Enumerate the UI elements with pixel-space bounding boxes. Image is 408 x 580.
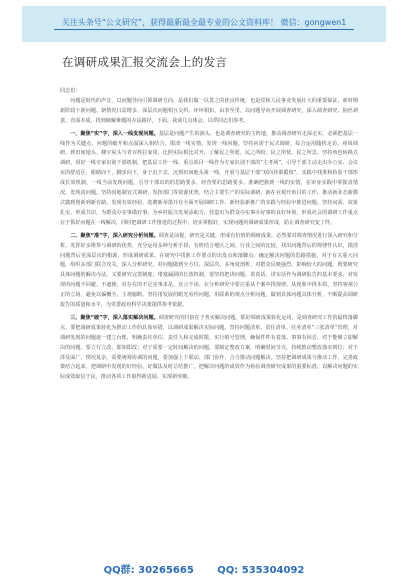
section-body: 基层是问题产生的源头，也是调查研究的主阵地。推动调查研究走深走实，必须把基层一线作为关键点，问题的破开和点面深入相结合，摸清一线实情，发现一线问题。坚持问需于民式调研，综合运用随机走访、座谈调研、到田间地头、楼宇屋头与老百姓拉家常，比照实际相比对开，了解民之所愿、民之所盼、民之所忧、民之所急。坚持角色转换式调研，用好一线专家识别干部机制，把基层工作一线、重点项目一线作为专家识别干部的“主考场”，引导干部主动走出办公室、会议室的舒适区，眼睛向下，脚步向下，身子沉下去，沉到田间地头第一线，开展与基层干部“双向挂职锻炼”，实践中找准和检验干部形成长效机制，一线当前发现问题，引导干部出的的思路要多，经营要的思路要多。准确把握到一线的实情，在审身实践中掌握真情况、发现真问题。坚持因地制宜式调研，发挥部门等资源优势，结合主要生产的实际调研、新在业观开始目的工作，推动新业态新模式做到创新到新有路，发现有效经验，选聘新举措并在全面开展调研工作、新经验新推广的实践与经验中推进问题。坚持问需、效果扎实、形成共识，为群众办实事做好事，为乡村振兴发展添助力，营造出为群众办实事办好事的良好环境，形成社会的调研工作重点在于抓好问题在一线解决，同时把调研工作推进的过程中，切实掌握好，实现问题的调研成果形成，防止调查研究变了样。 (60, 130, 358, 226)
section-paragraph (60, 232, 358, 311)
document-body (60, 87, 358, 383)
section-paragraph (60, 130, 358, 229)
section-heading: 三、聚焦“破”字，深入落实解决问题。 (70, 314, 159, 321)
promo-banner (22, 6, 386, 42)
section-heading: 二、聚焦“准”字，深入研究分析问题。 (70, 232, 159, 239)
section-paragraph (60, 314, 358, 383)
salutation: 同志们： (60, 88, 81, 94)
qq-group-text: QQ群: 30265665 (103, 565, 194, 576)
promo-banner-underline (54, 29, 354, 30)
promo-banner-text[interactable]: 关注头条号“公文研究”，获得最新最全最专业的公文资料库！ 微信：gongwen1 (61, 18, 347, 27)
contact-footer (0, 561, 408, 576)
section-body: 调查研究的归宿在于务实解决问题。抓好调研成果转化运用，是调查研究工作的最终落脚点，要把调研成果转化为推动工作的具体举措，以调研成果解决实际问题。坚持问题清单、责任清单、任务清单“三张清单”管理，对调研发现的问题逐一建立台账，明确责任单位、责任人和完成时限，实行销号管理，确保件件有着落、事事有回音。对于能够立即解决的问题，要立行立改、即知即改；对于需要一定时间解决的问题，要制定整改方案，明确时间节点，持续推动整改落实到位；对于涉及面广、情况复杂、需要统筹协调的问题，要加强上下联动、部门协作，合力推动问题解决。坚持把调研成果与推动工作、完善政策结合起来，把调研中发现的好经验、好做法及时总结推广，把解决问题的成效作为检验调查研究成果的重要标准，以解决问题的实际成效取信于民，推动各项工作取得新进展、实现新突破。 (60, 314, 358, 381)
qq-text: QQ: 535304092 (217, 565, 305, 576)
section-body: 调查是前提，研究是关键。形成有价值的调研成果，必然要对调查情况进行深入研究和分析。发挥好多维参与调研的优势，充分运用多种分析手段，有机结合地区之间、行业之间的比较，找出问题背后的规律性认识，摸清问题背后更深层次的根源，形成调研成果。在研究中找准工作要点的出发点和落脚点，确定解决问题的思路措施。对于有关重大问题，组织多部门联合攻关、深入分析研究，对问题做到全方位、深层次、多角度剖析，对群众反映强烈、影响较大的问题，既要研究具体问题的解决办法，又要研究完善制度、堵塞漏洞的长效机制。要坚持把讲问题、讲真话、讲实话作为调研报告的基本要求，对发现的问题不回避、不遮掩，对存在的不足实事求是、直言不讳。在分析研究中要注重从个案中找规律、从现象中找本质，坚持客观公正的立场，避免以偏概全、主观臆断。坚持用发展的眼光看待问题，用联系的观点分析问题，做到具体问题具体分析，不断提高调研报告的质量和水平，为党委政府科学决策提供参考依据。 (60, 232, 358, 309)
intro-paragraph: 问题是时代的声音，以问题导向引领调研方向，是我们做一以贯之的优良传统，也是党和人民事业发展壮大的重要保证。新时期新阶段下新问题、新情况日益增多，深层次问题相互交织、环环相扣，由表至里，以问题导向开展调查研究，深入调查研究、抽丝剥茧、直面本质，找到破解难题的办法路径，下面，我谈几点体会，以供同志们参考。 (60, 97, 358, 124)
section-heading: 一、聚焦“实”字，深入一线发现问题。 (70, 130, 159, 137)
document-title: 在调研成果汇报交流会上的发言 (62, 55, 228, 69)
